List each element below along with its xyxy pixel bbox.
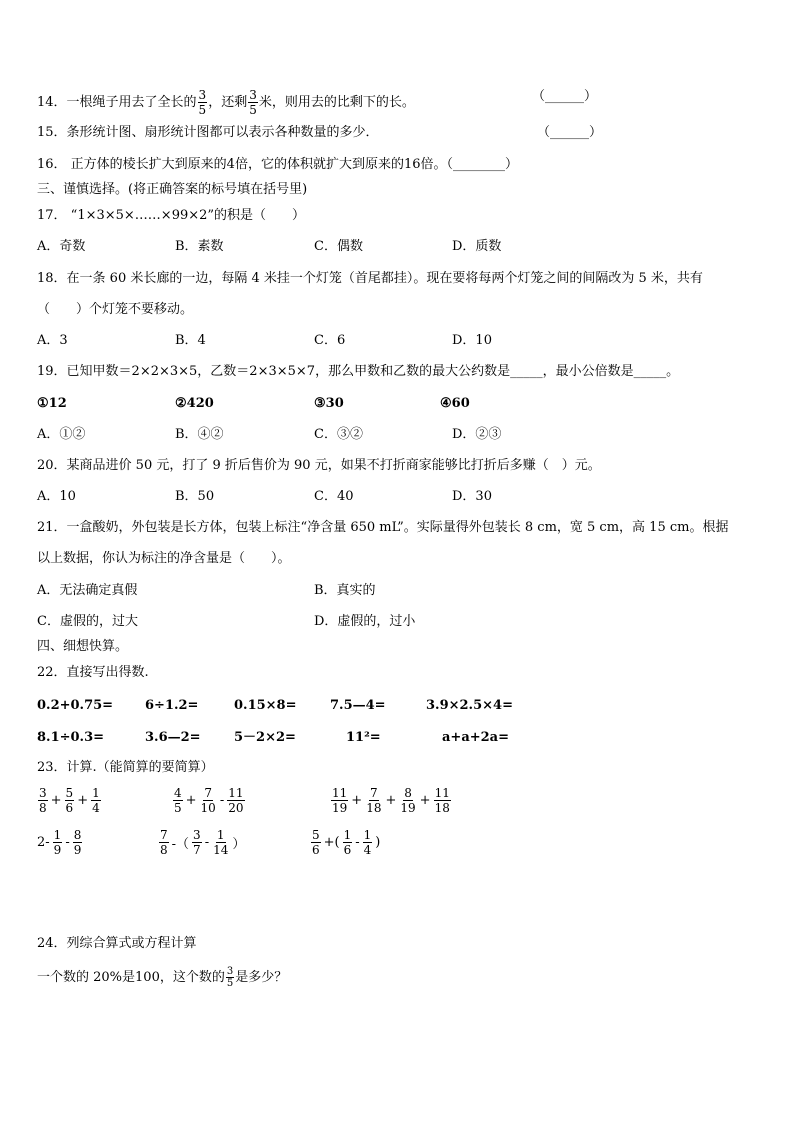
q17-option-c[interactable]: C．偶数 xyxy=(314,239,363,254)
question-24-body xyxy=(37,966,287,989)
question-15: 15．条形统计图、扇形统计图都可以表示各种数量的多少． xyxy=(37,125,379,140)
q17-option-b[interactable]: B．素数 xyxy=(175,239,224,254)
q14-text-mid: ，还剩 xyxy=(208,95,248,110)
q23-expression-6: $\frac{5}{6}$ +( $\frac{1}{6}$ - $\frac{1}{4}$ ) xyxy=(312,828,381,857)
q23-expression-3: $\frac{11}{19}$ + $\frac{7}{18}$ + $\frac{8}{19}$ + $\frac{11}{18}$ xyxy=(332,786,450,815)
q22-item: 5－2×2= xyxy=(234,730,296,745)
question-24: 24．列综合算式或方程计算 xyxy=(37,936,197,951)
q22-item: 0.2+0.75= xyxy=(37,698,114,713)
q19-choice-3: ③30 xyxy=(314,396,344,411)
question-23: 23．计算.（能简算的要简算） xyxy=(37,760,214,775)
question-19: 19．已知甲数＝2×2×3×5，乙数＝2×3×5×7，那么甲数和乙数的最大公约数是_____，最小公倍数是_____。 xyxy=(37,364,680,379)
q19-option-d[interactable]: D．②③ xyxy=(452,427,502,442)
q14-fraction-b: $\frac{3}{5}$ xyxy=(249,88,257,117)
q17-option-d[interactable]: D．质数 xyxy=(452,239,502,254)
q18-option-a[interactable]: A．3 xyxy=(37,333,68,348)
section-3-heading: 三、谨慎选择。(将正确答案的标号填在括号里) xyxy=(37,182,308,197)
q19-option-c[interactable]: C．③② xyxy=(314,427,363,442)
q22-item: 6÷1.2= xyxy=(145,698,199,713)
q20-option-c[interactable]: C．40 xyxy=(314,489,354,504)
q22-item: 11²= xyxy=(346,730,381,745)
q22-item: a+a+2a= xyxy=(442,730,509,745)
question-21-line-2: 以上数据，你认为标注的净含量是（ ）。 xyxy=(37,551,291,566)
q22-item: 0.15×8= xyxy=(234,698,297,713)
q18-option-b[interactable]: B．4 xyxy=(175,333,206,348)
q22-item: 8.1÷0.3= xyxy=(37,730,105,745)
q19-option-b[interactable]: B．④② xyxy=(175,427,224,442)
question-18-line-2: （ ）个灯笼不要移动。 xyxy=(37,302,194,317)
q19-option-a[interactable]: A．①② xyxy=(37,427,86,442)
question-22: 22．直接写出得数. xyxy=(37,665,149,680)
q24-text-post: 是多少？ xyxy=(235,970,288,985)
q22-item: 7.5—4= xyxy=(330,698,386,713)
question-21-line-1: 21．一盒酸奶，外包装是长方体，包装上标注“净含量 650 mL”。实际量得外包装长 8 cm，宽 5 cm，高 15 cm。根据 xyxy=(37,520,729,535)
q18-option-c[interactable]: C．6 xyxy=(314,333,346,348)
q20-option-b[interactable]: B．50 xyxy=(175,489,215,504)
q19-choice-1: ①12 xyxy=(37,396,67,411)
q21-option-a[interactable]: A．无法确定真假 xyxy=(37,583,138,598)
q20-option-d[interactable]: D．30 xyxy=(452,489,492,504)
q22-item: 3.6—2= xyxy=(145,730,201,745)
q14-text-post: 米，则用去的比剩下的长。 xyxy=(258,95,415,110)
q23-expression-4: 2- $\frac{1}{9}$ - $\frac{8}{9}$ xyxy=(37,828,82,857)
q23-expression-1: $\frac{3}{8}$ + $\frac{5}{6}$ + $\frac{1}{4}$ xyxy=(39,786,100,815)
q14-text-pre: 14．一根绳子用去了全长的 xyxy=(37,95,197,110)
question-14 xyxy=(37,88,415,117)
q20-option-a[interactable]: A．10 xyxy=(37,489,76,504)
q21-option-b[interactable]: B．真实的 xyxy=(314,583,376,598)
q15-answer-blank[interactable]: （______） xyxy=(537,125,603,140)
q21-option-d[interactable]: D．虚假的，过小 xyxy=(314,614,416,629)
q24-text-pre: 一个数的 20%是100，这个数的 xyxy=(37,970,225,985)
q19-choice-4: ④60 xyxy=(440,396,470,411)
q17-option-a[interactable]: A．奇数 xyxy=(37,239,86,254)
q14-fraction-a: $\frac{3}{5}$ xyxy=(198,88,207,117)
q23-expression-2: $\frac{4}{5}$ + $\frac{7}{10}$ - $\frac{11}{20}$ xyxy=(174,786,244,815)
q24-fraction: $\frac{3}{5}$ xyxy=(226,966,234,989)
section-4-heading: 四、细想快算。 xyxy=(37,639,129,654)
question-17: 17． “1×3×5×……×99×2”的积是（ ） xyxy=(37,208,306,223)
q21-option-c[interactable]: C．虚假的，过大 xyxy=(37,614,138,629)
question-20: 20．某商品进价 50 元，打了 9 折后售价为 90 元，如果不打折商家能够比打折后多赚（ ）元。 xyxy=(37,458,601,473)
q23-expression-5: $\frac{7}{8}$ -（ $\frac{3}{7}$ - $\frac{1}{14}$ ） xyxy=(160,828,246,857)
q22-item: 3.9×2.5×4= xyxy=(426,698,513,713)
q18-option-d[interactable]: D．10 xyxy=(452,333,492,348)
q14-answer-blank[interactable]: （______） xyxy=(532,89,598,104)
question-18-line-1: 18．在一条 60 米长廊的一边，每隔 4 米挂一个灯笼（首尾都挂）。现在要将每两个灯笼之间的间隔改为 5 米，共有 xyxy=(37,271,703,286)
q19-choice-2: ②420 xyxy=(175,396,214,411)
question-16: 16． 正方体的棱长扩大到原来的4倍，它的体积就扩大到原来的16倍。（________） xyxy=(37,157,518,172)
